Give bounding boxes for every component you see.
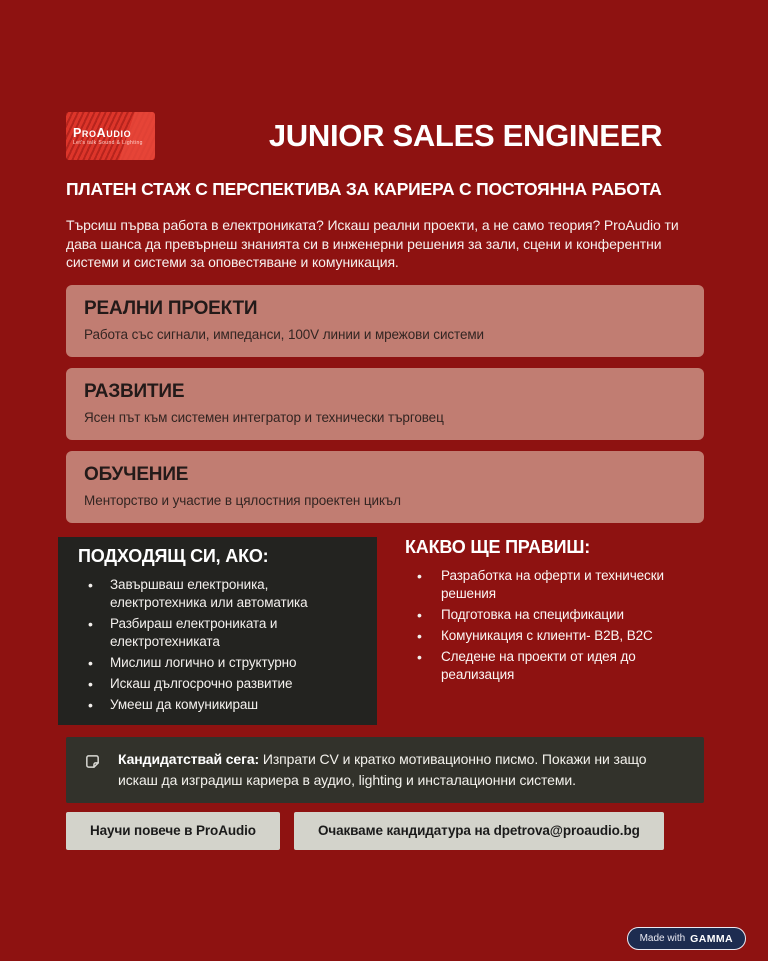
fit-section xyxy=(58,537,377,725)
tasks-list xyxy=(405,567,704,684)
card-text: Работа със сигнали, импеданси, 100V линии и мрежови системи xyxy=(84,326,484,342)
benefit-card-real-projects xyxy=(66,285,704,357)
list-item: • Мислиш логично и структурно xyxy=(78,654,357,672)
list-item: • Искаш дългосрочно развитие xyxy=(78,675,357,693)
benefit-cards xyxy=(66,285,704,523)
list-item: • Подготовка на спецификации xyxy=(405,606,704,624)
made-with-gamma-badge[interactable] xyxy=(627,927,746,950)
intro-paragraph: Търсиш първа работа в електрониката? Искаш реални проекти, а не само теория? ProAudio ти дава шанса да превърнеш знанията си в инженерни решения за зали, сцени и конферентни системи и системи за оповестяване и комуникация. xyxy=(66,217,679,271)
card-title: ОБУЧЕНИЕ xyxy=(84,463,189,485)
tasks-section-heading: КАКВО ЩЕ ПРАВИШ: xyxy=(405,536,591,557)
list-item: • Комуникация с клиенти- B2B, B2C xyxy=(405,627,704,645)
fit-section-heading: ПОДХОДЯЩ СИ, АКО: xyxy=(78,545,269,566)
made-with-label: Made with xyxy=(639,933,686,944)
page-title: JUNIOR SALES ENGINEER xyxy=(268,118,663,153)
apply-email-button[interactable]: Очакваме кандидатура на dpetrova@proaudio.bg xyxy=(294,812,664,850)
card-text: Менторство и участие в цялостния проектен цикъл xyxy=(84,492,401,508)
list-item: • Умееш да комуникираш xyxy=(78,696,357,714)
gamma-logo: GAMMA xyxy=(690,932,733,945)
two-column-section xyxy=(66,537,704,725)
page-subtitle: ПЛАТЕН СТАЖ С ПЕРСПЕКТИВА ЗА КАРИЕРА С ПОСТОЯННА РАБОТА xyxy=(66,179,662,199)
benefit-card-training xyxy=(66,451,704,523)
card-text: Ясен път към системен интегратор и технически търговец xyxy=(84,409,444,425)
header xyxy=(66,112,704,160)
apply-callout-lead: Кандидатствай сега: xyxy=(118,750,260,767)
list-item: • Следене на проекти от идея до реализация xyxy=(405,648,704,684)
apply-callout-body: Изпрати CV и кратко мотивационно писмо. Покажи ни защо искаш да изградиш кариера в аудио, lighting и инсталационни системи. xyxy=(118,750,647,788)
learn-more-button[interactable]: Научи повече в ProAudio xyxy=(66,812,280,850)
card-title: РЕАЛНИ ПРОЕКТИ xyxy=(84,297,258,319)
list-item: • Разбираш електрониката и електротехниката xyxy=(78,615,357,651)
apply-callout xyxy=(66,737,704,803)
apply-callout-text xyxy=(118,749,686,791)
fit-list xyxy=(78,576,357,714)
button-row xyxy=(66,812,704,850)
logo-name: ProAudio xyxy=(73,125,132,140)
proaudio-logo xyxy=(66,112,155,160)
logo-tagline: Let's talk Sound & Lighting xyxy=(73,139,143,146)
list-item: • Завършваш електроника, електротехника или автоматика xyxy=(78,576,357,612)
note-icon xyxy=(84,753,101,770)
list-item: • Разработка на оферти и технически решения xyxy=(405,567,704,603)
benefit-card-growth xyxy=(66,368,704,440)
tasks-section xyxy=(405,537,704,687)
card-title: РАЗВИТИЕ xyxy=(84,380,185,402)
